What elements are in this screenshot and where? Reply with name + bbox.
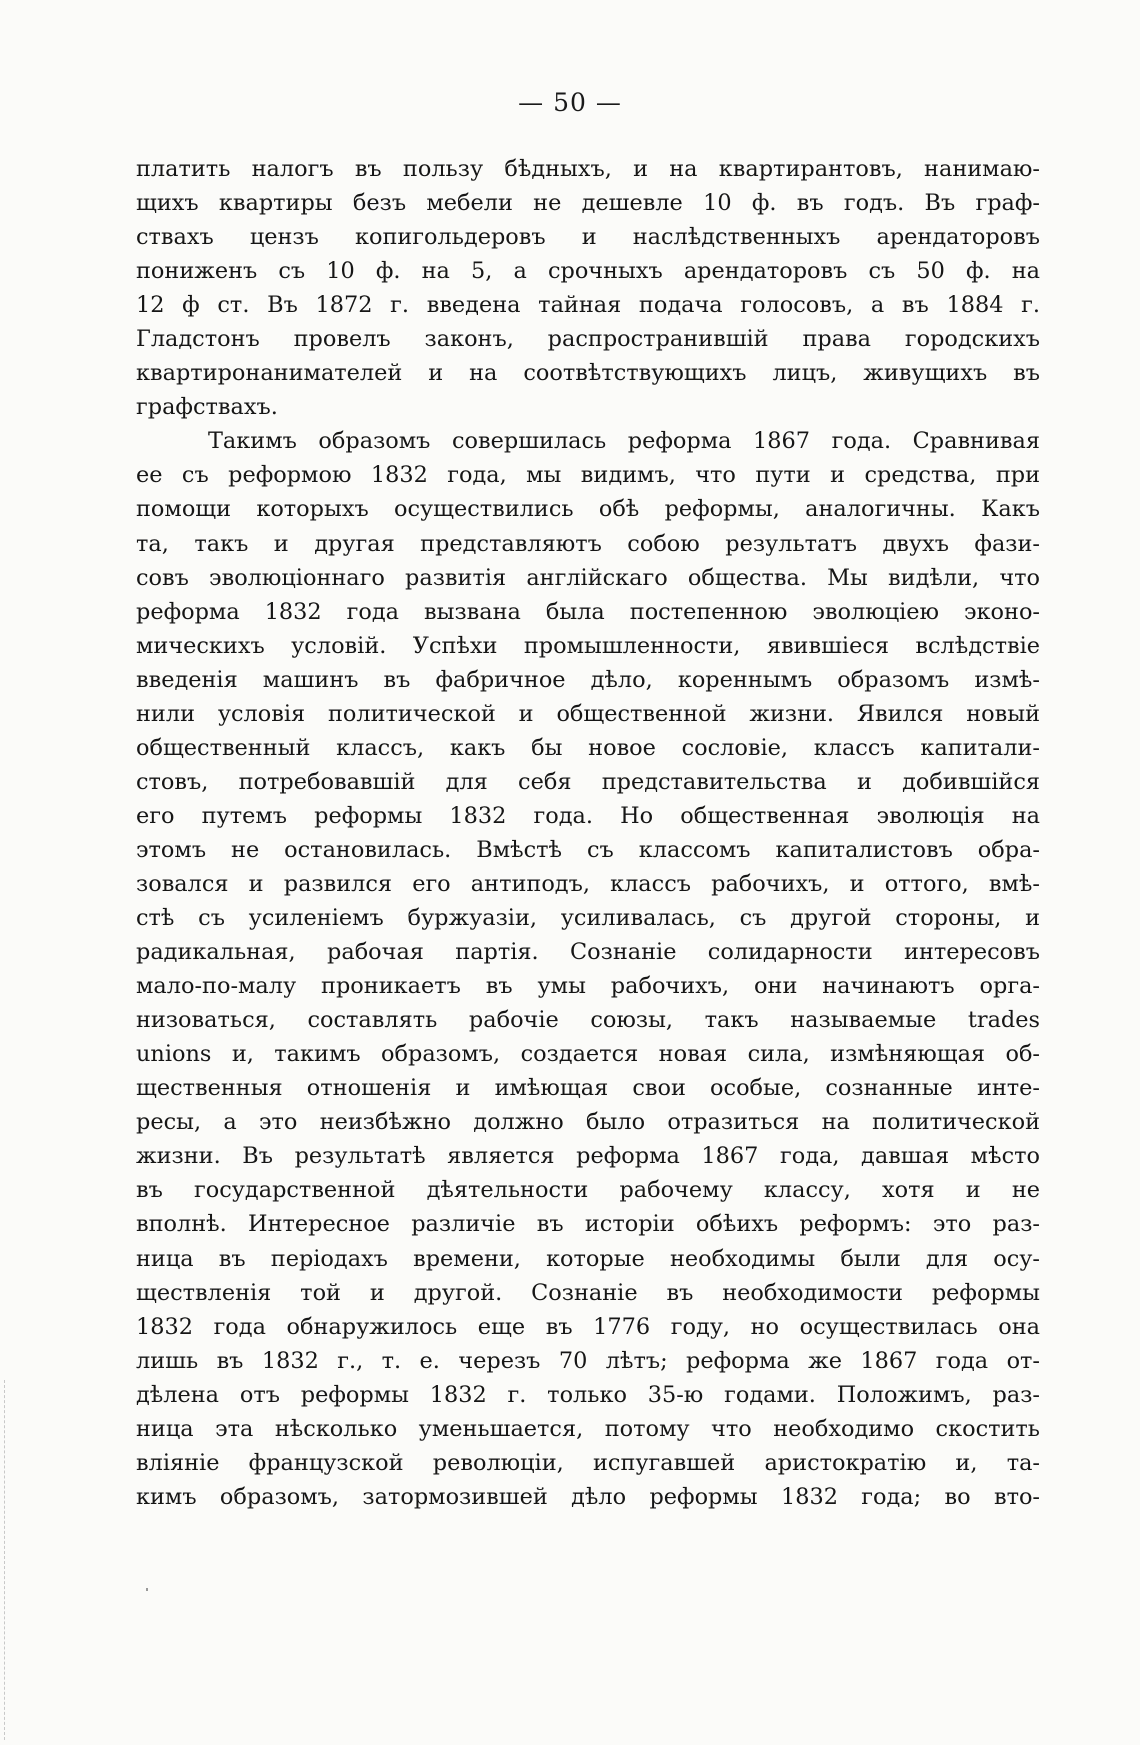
text-line: ее съ реформою 1832 года, мы видимъ, что пути и средства, при xyxy=(136,462,1040,489)
text-line: 12 ф ст. Въ 1872 г. введена тайная подача голосовъ, а въ 1884 г. xyxy=(136,292,1040,319)
text-line: совъ эволюціоннаго развитія англійскаго общества. Мы видѣли, что xyxy=(136,564,1040,591)
text-line: ница въ періодахъ времени, которые необходимы были для осу- xyxy=(136,1245,1040,1272)
text-line: низоваться, составлять рабочіе союзы, такъ называемые trades xyxy=(136,1007,1040,1034)
text-line: 1832 года обнаружилось еще въ 1776 году, но осуществилась она xyxy=(136,1313,1040,1340)
text-line: жизни. Въ результатѣ является реформа 1867 года, давшая мѣсто xyxy=(136,1143,1040,1170)
text-line: мало-по-малу проникаетъ въ умы рабочихъ, они начинаютъ орга- xyxy=(136,973,1040,1000)
text-line: вліяніе французской революціи, испугавшей аристократію и, та- xyxy=(136,1449,1040,1476)
scan-margin-marks xyxy=(4,1380,9,1740)
scan-speck xyxy=(146,1588,148,1591)
page-number: — 50 — xyxy=(518,88,622,117)
paragraph-start-line: Такимъ образомъ совершилась реформа 1867 года. Сравнивая xyxy=(208,428,1040,455)
text-line: ствахъ цензъ копигольдеровъ и наслѣдственныхъ арендаторовъ xyxy=(136,224,1040,251)
text-line: его путемъ реформы 1832 года. Но общественная эволюція на xyxy=(136,802,1040,829)
text-line: щихъ квартиры безъ мебели не дешевле 10 ф. въ годъ. Въ граф- xyxy=(136,190,1040,217)
text-line: вполнѣ. Интересное различіе въ исторіи обѣихъ реформъ: это раз- xyxy=(136,1211,1040,1238)
text-line: платить налогъ въ пользу бѣдныхъ, и на квартирантовъ, нанимаю- xyxy=(136,156,1040,182)
text-line: ществленія той и другой. Сознаніе въ необходимости реформы xyxy=(136,1279,1040,1306)
text-line: квартиронанимателей и на соотвѣтствующихъ лицъ, живущихъ въ xyxy=(136,360,1040,387)
text-line: этомъ не остановилась. Вмѣстѣ съ классомъ капиталистовъ обра- xyxy=(136,836,1040,863)
text-line: лишь въ 1832 г., т. е. черезъ 70 лѣтъ; реформа же 1867 года от- xyxy=(136,1347,1040,1374)
text-line: нили условія политической и общественной жизни. Явился новый xyxy=(136,700,1040,727)
text-line: unions и, такимъ образомъ, создается новая сила, измѣняющая об- xyxy=(136,1041,1040,1068)
text-line: ресы, а это неизбѣжно должно было отразиться на политической xyxy=(136,1109,1040,1136)
text-line: дѣлена отъ реформы 1832 г. только 35-ю годами. Положимъ, раз- xyxy=(136,1381,1040,1408)
text-line: ница эта нѣсколько уменьшается, потому что необходимо скостить xyxy=(136,1415,1040,1442)
text-line: реформа 1832 года вызвана была постепенною эволюціею эконо- xyxy=(136,598,1040,625)
text-line: въ государственной дѣятельности рабочему классу, хотя и не xyxy=(136,1177,1040,1204)
text-line: пониженъ съ 10 ф. на 5, а срочныхъ арендаторовъ съ 50 ф. на xyxy=(136,258,1040,285)
text-line: кимъ образомъ, затормозившей дѣло реформы 1832 года; во вто- xyxy=(136,1483,1040,1510)
text-line: помощи которыхъ осуществились обѣ реформы, аналогичны. Какъ xyxy=(136,496,1040,523)
text-line: введенія машинъ въ фабричное дѣло, кореннымъ образомъ измѣ- xyxy=(136,666,1040,693)
text-line: Гладстонъ провелъ законъ, распространившій права городскихъ xyxy=(136,326,1040,353)
text-line: радикальная, рабочая партія. Сознаніе солидарности интересовъ xyxy=(136,939,1040,966)
text-line: мическихъ условій. Успѣхи промышленности, явившіеся вслѣдствіе xyxy=(136,632,1040,659)
text-line: общественный классъ, какъ бы новое сословіе, классъ капитали- xyxy=(136,734,1040,761)
text-line: зовался и развился его антиподъ, классъ рабочихъ, и оттого, вмѣ- xyxy=(136,870,1040,897)
text-line: стѣ съ усиленіемъ буржуазіи, усиливалась, съ другой стороны, и xyxy=(136,905,1040,932)
text-line: та, такъ и другая представляютъ собою результатъ двухъ фази- xyxy=(136,530,1040,557)
text-line: стовъ, потребовавшій для себя представительства и добившійся xyxy=(136,768,1040,795)
body-text xyxy=(136,152,1040,1514)
text-line: графствахъ. xyxy=(136,394,278,421)
text-line: щественныя отношенія и имѣющая свои особые, сознанные инте- xyxy=(136,1075,1040,1102)
